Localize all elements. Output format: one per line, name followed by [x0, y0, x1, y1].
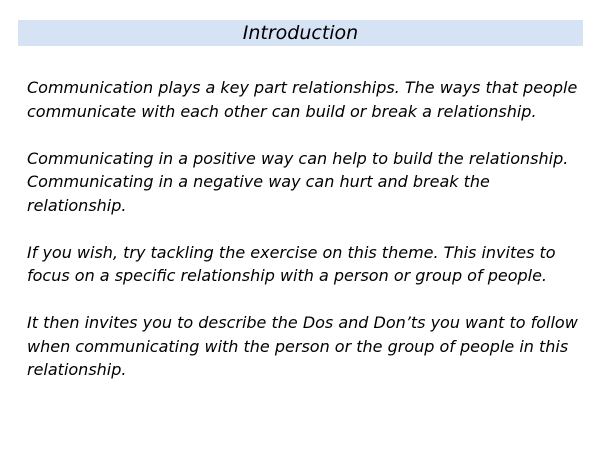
- slide-title: Introduction: [242, 22, 359, 44]
- slide-body: [27, 76, 587, 382]
- paragraph-3: If you wish, try tackling the exercise on this theme. This invites to focus on a specific relationship with a person or group of people.: [27, 242, 556, 285]
- title-bar: [18, 20, 583, 46]
- paragraph-4: It then invites you to describe the Dos and Don’ts you want to follow when communicating with the person or the group of people in this relationship.: [27, 313, 578, 379]
- paragraph-2: Communicating in a positive way can help to build the relationship. Communicating in a negative way can hurt and break the relationship.: [27, 148, 569, 215]
- paragraph-1: Communication plays a key part relationships. The ways that people communicate with each other can build or break a relationship.: [27, 78, 578, 121]
